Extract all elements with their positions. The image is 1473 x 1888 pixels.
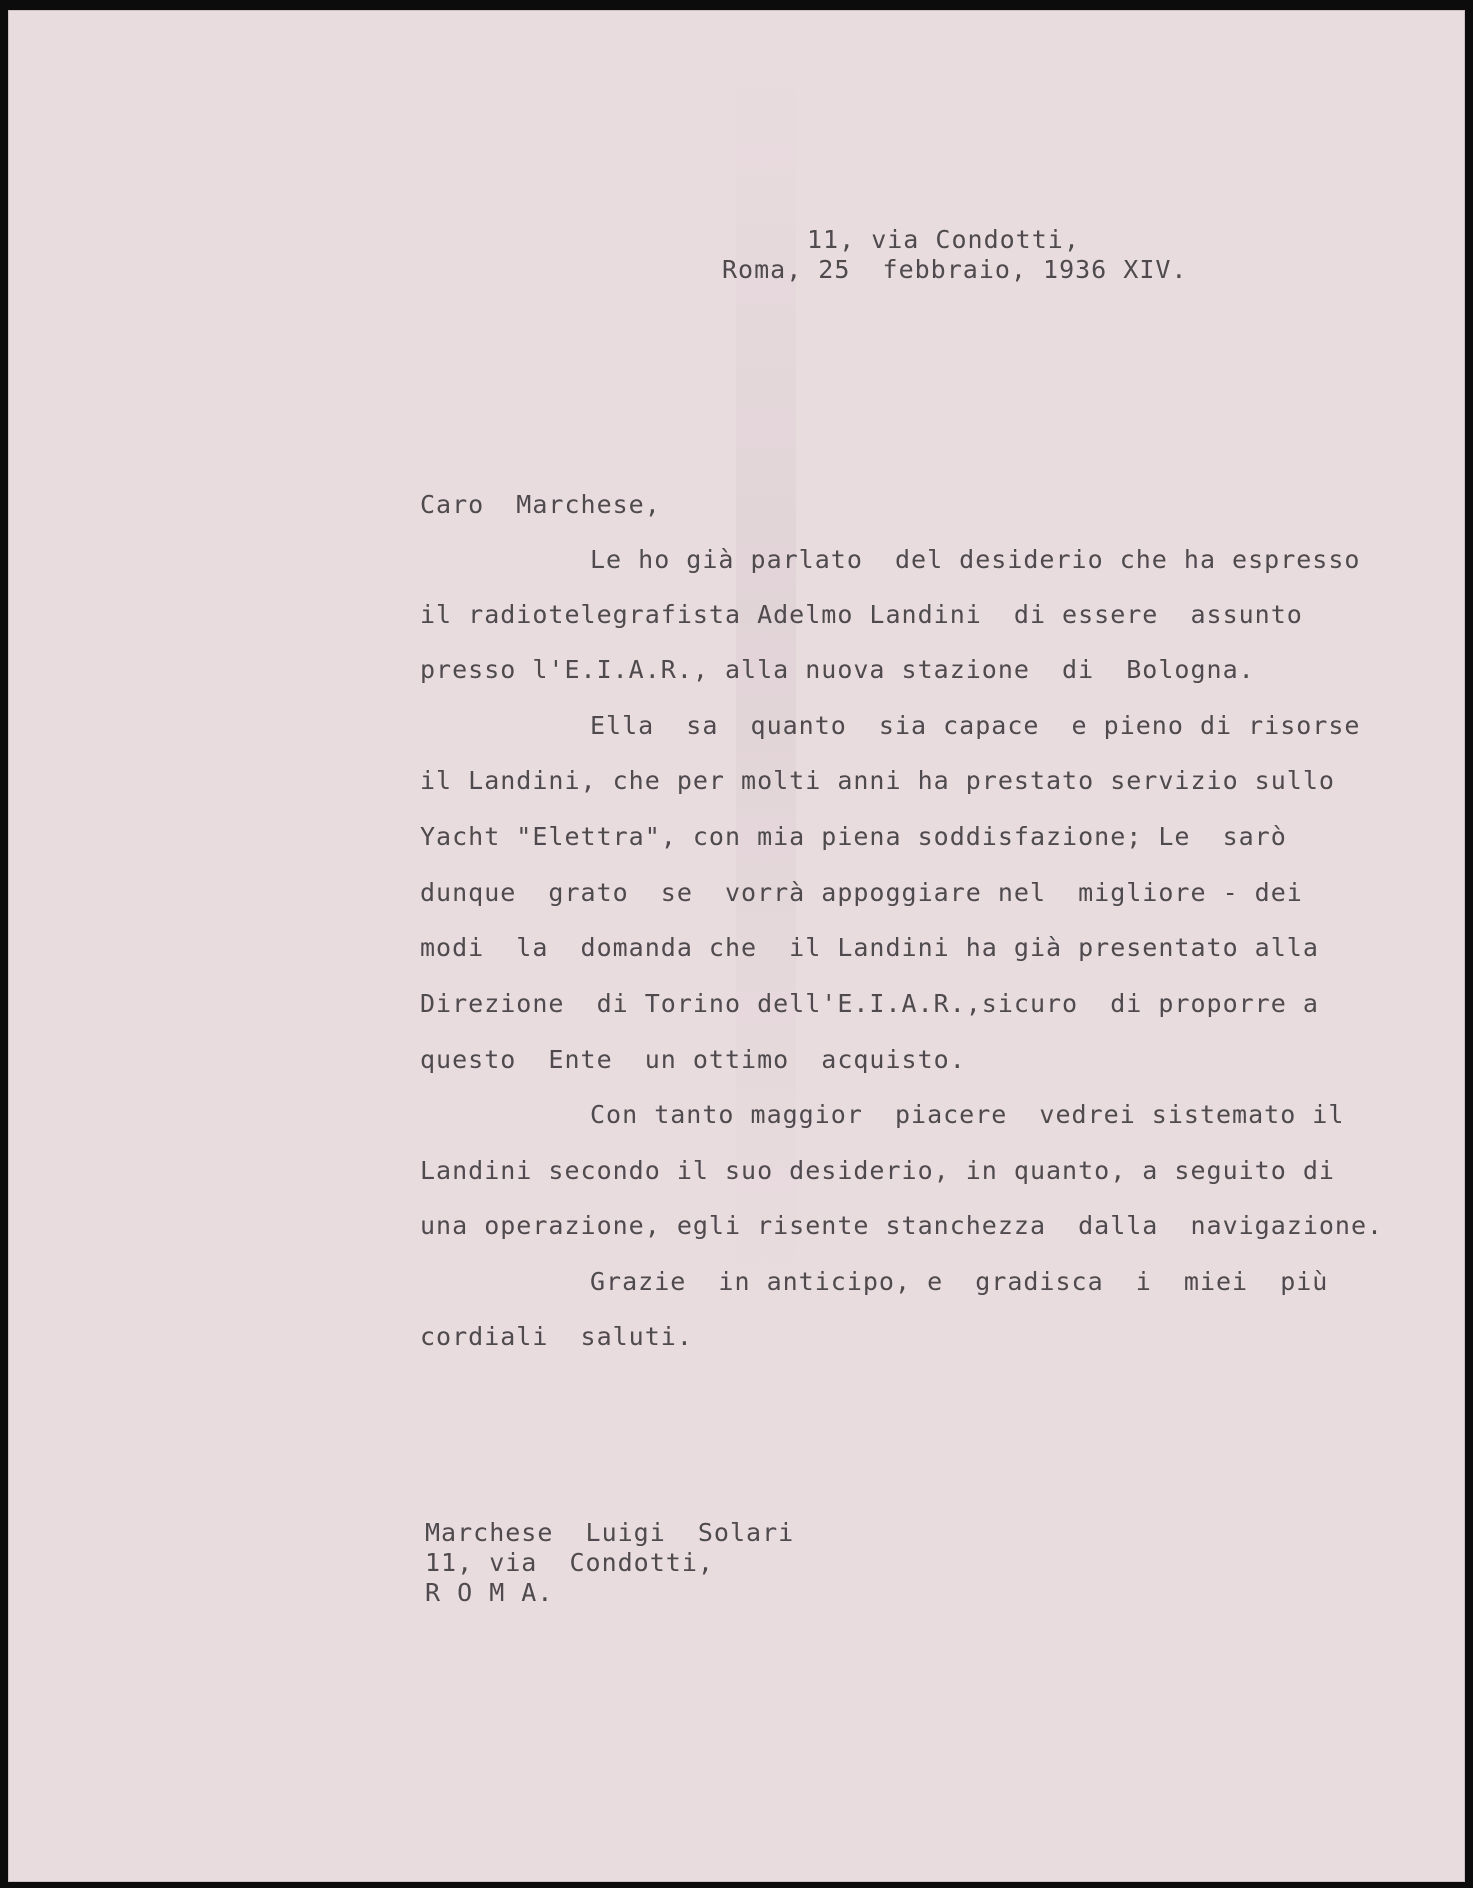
body-line: Con tanto maggior piacere vedrei sistemato il [590,1100,1345,1129]
recipient-name: Marchese Luigi Solari [425,1518,795,1547]
body-line: Yacht "Elettra", con mia piena soddisfazione; Le sarò [420,822,1287,851]
body-line: cordiali saluti. [420,1322,693,1351]
body-line: il Landini, che per molti anni ha prestato servizio sullo [420,766,1335,795]
body-line: Le ho già parlato del desiderio che ha espresso [590,545,1361,574]
body-line: una operazione, egli risente stanchezza dalla navigazione. [420,1211,1384,1240]
header-place-date: Roma, 25 febbraio, 1936 XIV. [722,255,1188,284]
body-line: Direzione di Torino dell'E.I.A.R.,sicuro di proporre a [420,989,1319,1018]
body-line: Grazie in anticipo, e gradisca i miei più [590,1267,1329,1296]
salutation: Caro Marchese, [420,490,661,519]
body-line: presso l'E.I.A.R., alla nuova stazione di Bologna. [420,655,1255,684]
body-line: dunque grato se vorrà appoggiare nel migliore - dei [420,878,1303,907]
body-line: il radiotelegrafista Adelmo Landini di essere assunto [420,600,1303,629]
recipient-city: R O M A. [425,1578,554,1607]
body-line: modi la domanda che il Landini ha già presentato alla [420,933,1319,962]
body-line: Landini secondo il suo desiderio, in quanto, a seguito di [420,1156,1335,1185]
header-address: 11, via Condotti, [807,225,1080,254]
body-line: Ella sa quanto sia capace e pieno di risorse [590,711,1361,740]
body-line: questo Ente un ottimo acquisto. [420,1045,966,1074]
recipient-address: 11, via Condotti, [425,1548,714,1577]
